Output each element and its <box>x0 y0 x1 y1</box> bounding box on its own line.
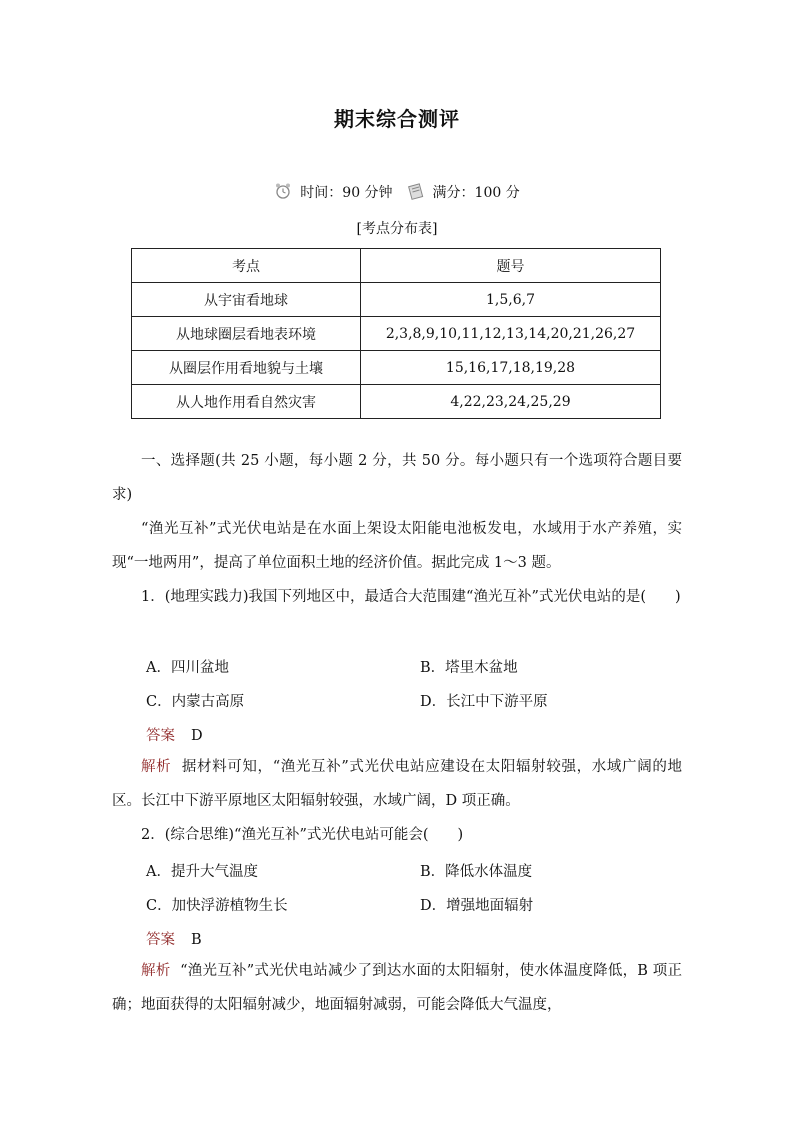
table-header: 考点 <box>132 249 361 283</box>
table-cell: 2,3,8,9,10,11,12,13,14,20,21,26,27 <box>361 317 661 351</box>
table-cell: 从地球圈层看地表环境 <box>132 317 361 351</box>
table-row <box>132 317 661 351</box>
q2-option-d: D．增强地面辐射 <box>420 898 534 914</box>
exam-score: 满分：100 分 <box>432 185 520 201</box>
table-header-row <box>132 249 661 283</box>
exam-time: 时间：90 分钟 <box>300 185 393 201</box>
answer-label: 答案 <box>146 932 175 948</box>
q2-option-b: B．降低水体温度 <box>420 864 533 880</box>
q1-answer <box>146 724 203 745</box>
question-2-stem: 2．(综合思维)“渔光互补”式光伏电站可能会( ) <box>141 827 464 843</box>
answer-value: D <box>191 728 203 744</box>
q2-option-a: A．提升大气温度 <box>146 864 258 880</box>
answer-label: 答案 <box>146 728 175 744</box>
q1-option-b: B．塔里木盆地 <box>420 660 518 676</box>
question-1-stem: 1．(地理实践力)我国下列地区中，最适合大范围建“渔光互补”式光伏电站的是( ) <box>141 589 681 605</box>
material-paragraph: “渔光互补”式光伏电站是在水面上架设太阳能电池板发电，水域用于水产养殖，实现“一地两用”，提高了单位面积土地的经济价值。据此完成 1～3 题。 <box>112 521 682 571</box>
q1-option-a: A．四川盆地 <box>146 660 229 676</box>
table-cell: 1,5,6,7 <box>361 283 661 317</box>
table-header: 题号 <box>361 249 661 283</box>
table-caption: [考点分布表] <box>356 221 438 237</box>
alarm-clock-icon <box>274 182 292 204</box>
page-title: 期末综合测评 <box>334 107 460 131</box>
paper-score-icon <box>407 182 425 204</box>
q2-analysis <box>112 954 682 1022</box>
analysis-text: 据材料可知，“渔光互补”式光伏电站应建设在太阳辐射较强，水域广阔的地区。长江中下游平原地区太阳辐射较强，水域广阔，D 项正确。 <box>112 759 682 809</box>
q1-option-c: C．内蒙古高原 <box>146 694 245 710</box>
section-heading: 一、选择题(共 25 小题，每小题 2 分，共 50 分。每小题只有一个选项符合题目要求) <box>112 453 682 503</box>
analysis-label: 解析 <box>141 759 172 775</box>
table-cell: 从圈层作用看地貌与土壤 <box>132 351 361 385</box>
analysis-text: “渔光互补”式光伏电站减少了到达水面的太阳辐射，使水体温度降低，B 项正确；地面获得的太阳辐射减少，地面辐射减弱，可能会降低大气温度， <box>112 963 683 1013</box>
topic-distribution-table <box>131 248 661 419</box>
q2-answer <box>146 928 202 949</box>
q2-option-c: C．加快浮游植物生长 <box>146 898 288 914</box>
table-cell: 15,16,17,18,19,28 <box>361 351 661 385</box>
table-cell: 4,22,23,24,25,29 <box>361 385 661 419</box>
answer-value: B <box>191 932 202 948</box>
table-row <box>132 351 661 385</box>
table-row <box>132 385 661 419</box>
table-cell: 从宇宙看地球 <box>132 283 361 317</box>
analysis-label: 解析 <box>141 963 171 979</box>
q1-option-d: D．长江中下游平原 <box>420 694 548 710</box>
table-cell: 从人地作用看自然灾害 <box>132 385 361 419</box>
table-row <box>132 283 661 317</box>
q1-analysis <box>112 750 682 818</box>
exam-meta <box>0 182 794 204</box>
